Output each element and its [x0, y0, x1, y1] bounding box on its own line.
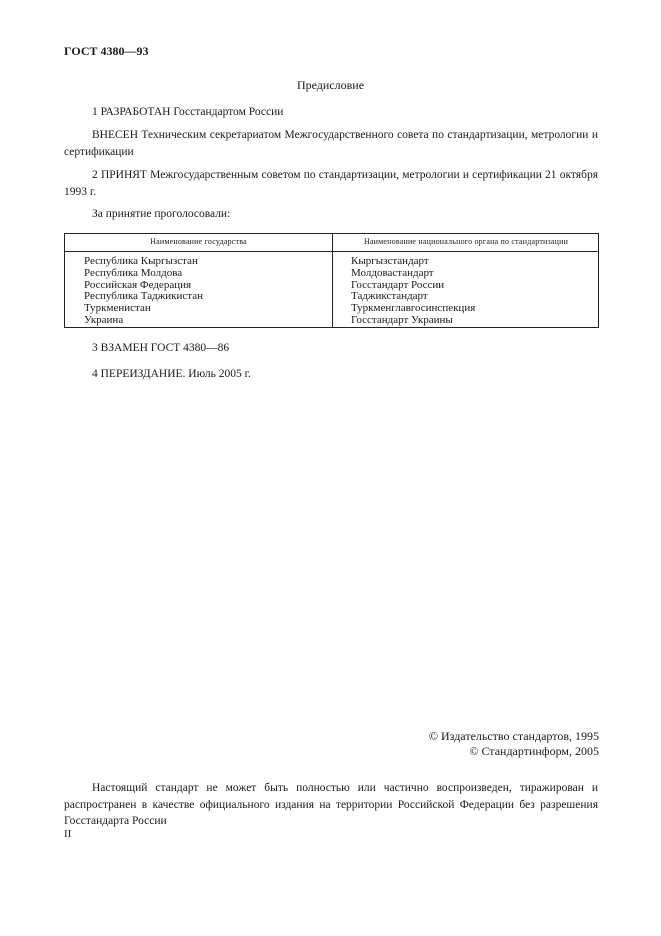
copyright-line-2: © Стандартинформ, 2005 [469, 744, 599, 758]
section-developed: 1 РАЗРАБОТАН Госстандартом России [92, 106, 284, 118]
table-header-state: Наименование государства [150, 237, 247, 246]
state-name: Республика Молдова [84, 266, 183, 279]
table-header-body: Наименование национального органа по стандартизации [363, 237, 569, 246]
standards-body-name: Госстандарт России [351, 278, 445, 291]
page-title: Предисловие [296, 78, 365, 92]
state-name: Российская Федерация [84, 278, 192, 291]
state-name: Украина [84, 313, 124, 326]
section-adopted: 2 ПРИНЯТ Межгосударственным советом по стандартизации, метрологии и сертификации 21 октября 1993 г. [64, 169, 598, 198]
section-reissue: 4 ПЕРЕИЗДАНИЕ. Июль 2005 г. [92, 368, 251, 380]
state-name: Республика Кыргызстан [84, 255, 198, 267]
section-replaces: 3 ВЗАМЕН ГОСТ 4380—86 [92, 342, 230, 354]
state-name: Туркменистан [84, 302, 151, 315]
copyright-line-1: © Издательство стандартов, 1995 [428, 729, 599, 743]
page-number: II [64, 828, 72, 840]
standards-body-name: Таджикстандарт [351, 290, 428, 303]
standards-body-name: Молдовастандарт [351, 266, 434, 279]
state-list [84, 256, 203, 327]
voting-table [64, 233, 599, 328]
voting-intro: За принятие проголосовали: [92, 208, 231, 220]
standards-body-name: Госстандарт Украины [351, 313, 453, 326]
section-introduced: ВНЕСЕН Техническим секретариатом Межгосударственного совета по стандартизации, метрологии и сертификации [64, 129, 598, 158]
standards-body-name: Туркменглавгосинспекция [351, 302, 476, 315]
standards-body-list [351, 256, 475, 327]
copyright-block [429, 729, 599, 759]
standards-body-name: Кыргызстандарт [351, 255, 429, 267]
table-column-divider [332, 234, 333, 327]
state-name: Республика Таджикистан [84, 290, 203, 303]
document-code-header: ГОСТ 4380—93 [64, 44, 149, 58]
reproduction-notice: Настоящий стандарт не может быть полностью или частично воспроизведен, тиражирован и распространен в качестве официального издания на территории Российской Федерации без разрешения Госстандарта России [64, 782, 598, 827]
